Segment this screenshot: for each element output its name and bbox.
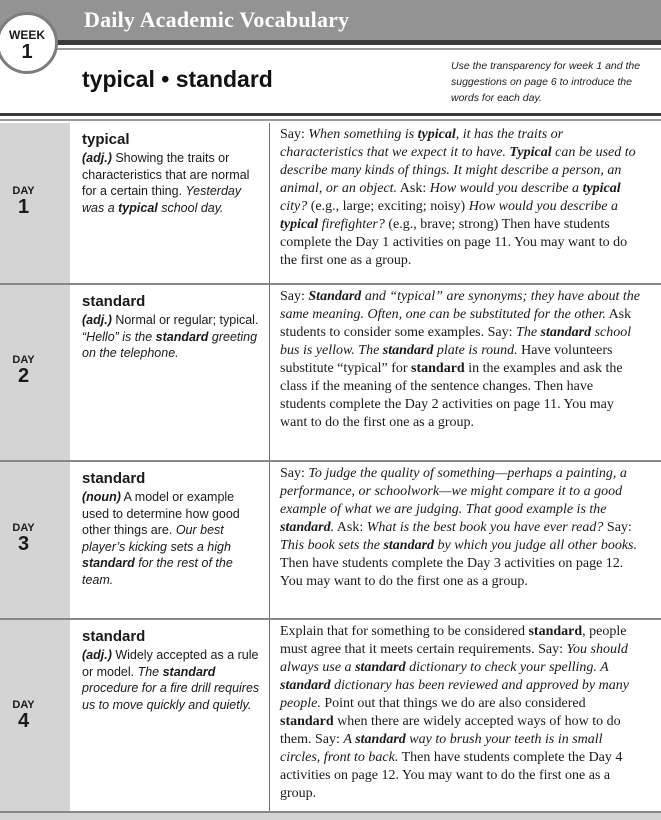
header-rule-thin (0, 48, 661, 50)
vocab-word: typical (82, 131, 130, 148)
week-badge (0, 12, 58, 74)
header-rule (0, 40, 661, 45)
instructions-note: Use the transparency for week 1 and the suggestions on page 6 to introduce the words for each day. (451, 60, 641, 104)
column-divider (269, 620, 270, 813)
teaching-notes: Say: To judge the quality of something—perhaps a painting, a performance, or schoolwork—we might compare it to a good example of what we are judging. That good example is the standard. Ask: What is the best book you have ever read? Say: This book sets the standard by which you judge all other books. Then have students complete the Day 3 activities on page 12. You may want to do the first one as a group. (280, 466, 637, 589)
section-rule-thin (0, 119, 661, 121)
day-number: 3 (17, 533, 30, 555)
day-label: DAY (12, 354, 35, 366)
definition: (noun) A model or example used to determine how good other things are. Our best player’s kicking sets a high standard for the rest of the team. (82, 490, 240, 587)
definition: (adj.) Showing the traits or characteristics that are normal for a certain thing. Yesterday was a typical school day. (82, 151, 250, 215)
vocab-word: standard (82, 293, 146, 310)
column-divider (269, 462, 270, 618)
column-divider (269, 285, 270, 460)
day-label: DAY (12, 522, 35, 534)
definition: (adj.) Widely accepted as a rule or model. The standard procedure for a fire drill requires us to move quickly and quietly. (82, 648, 260, 712)
bottom-strip (0, 813, 661, 820)
day-number: 1 (17, 196, 30, 218)
day-row-2 (0, 285, 661, 460)
teaching-notes: Say: When something is typical, it has the traits or characteristics that we expect it to have. Typical can be used to describe many kinds of things. It might describe a person, an animal, or an object. Ask: How would you describe a typical city? (e.g., large; exciting; noisy) How would you describe a typical firefighter? (e.g., brave; strong) Then have students complete the Day 1 activities on page 11. You may want to do the first one as a group. (280, 127, 636, 268)
week-number: 1 (21, 41, 33, 63)
teaching-notes: Explain that for something to be considered standard, people must agree that it meets certain requirements. Say: You should always use a standard dictionary to check your spelling. A standard dictionary has been reviewed and approved by many people. Point out that things we do are also considered standard when there are widely accepted ways of how to do them. Say: A standard way to brush your teeth is in small circles, front to back. Then have students complete the Day 4 activities on page 12. You may want to do the first one as a group. (280, 624, 629, 801)
vocab-word: standard (82, 470, 146, 487)
teaching-notes: Say: Standard and “typical” are synonyms; they have about the same meaning. Often, one can be substituted for the other. Ask students to consider some examples. Say: The standard school bus is yellow. The standard plate is round. Have volunteers substitute “typical” for standard in the examples and ask the class if the meaning of the sentence changes. Then have students complete the Day 2 activities on page 11. You may want to do the first one as a group. (280, 289, 640, 430)
column-divider (269, 123, 270, 283)
section-rule (0, 113, 661, 116)
day-label: DAY (12, 699, 35, 711)
day-row-4 (0, 620, 661, 813)
series-title: Daily Academic Vocabulary (84, 7, 350, 32)
vocab-word: standard (82, 628, 146, 645)
day-number: 4 (17, 710, 30, 732)
day-row-1 (0, 123, 661, 283)
title-bar (0, 0, 661, 40)
week-label: WEEK (9, 28, 45, 42)
day-row-3 (0, 462, 661, 618)
day-label: DAY (12, 185, 35, 197)
words-heading: typical • standard (82, 66, 273, 92)
definition: (adj.) Normal or regular; typical. “Hello” is the standard greeting on the telephone. (82, 313, 259, 361)
day-number: 2 (17, 365, 30, 387)
